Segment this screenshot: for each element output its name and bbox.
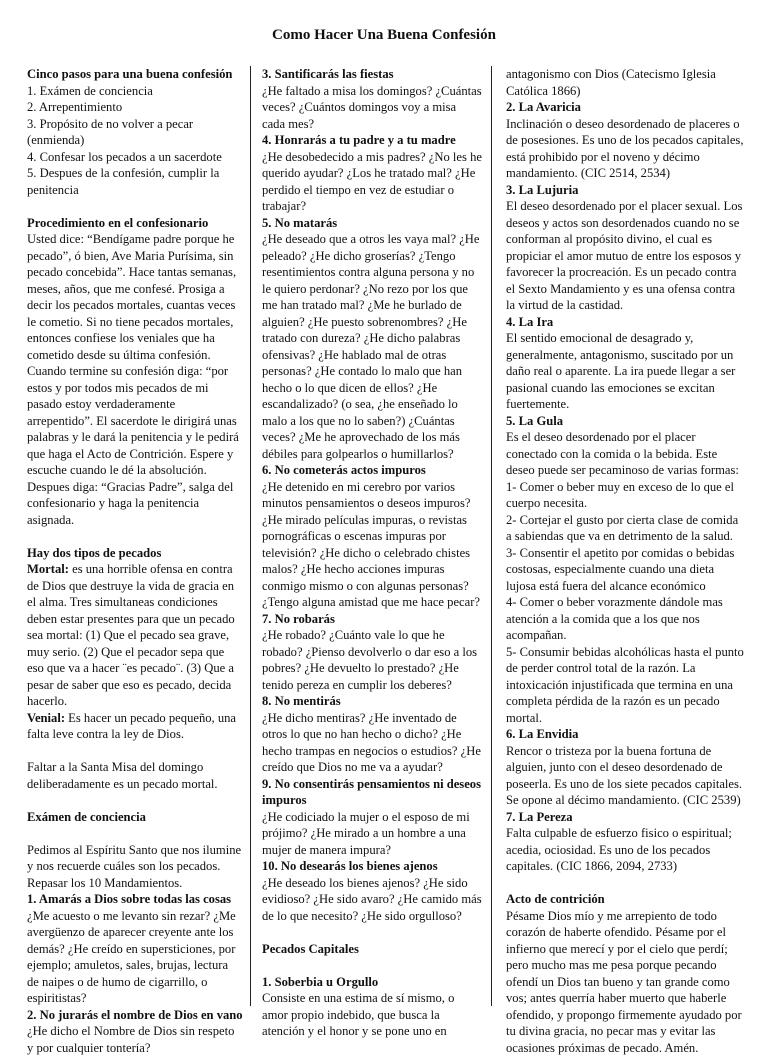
term-definition: Es hacer un pecado pequeño, una falta leve contra la ley de Dios. (27, 711, 236, 742)
section-heading: 5. La Gula (506, 413, 744, 430)
paragraph: Falta culpable de esfuerzo fisico o espiritual; acedia, ociosidad. Es uno de los pecados capitales. (CIC 1866, 2094, 2733) (506, 825, 744, 875)
term-label: Mortal: (27, 562, 69, 576)
paragraph: ¿He robado? ¿Cuánto vale lo que he robado? ¿Pienso devolverlo o dar eso a los pobres? ¿He devuelto lo prestado? ¿He tenido pereza en cumplir los deberes? (262, 627, 482, 693)
term-label: Venial: (27, 711, 65, 725)
paragraph: 1- Comer o beber muy en exceso de lo que el cuerpo necesita. (506, 479, 744, 512)
section-heading: Acto de contrición (506, 891, 744, 908)
paragraph (27, 561, 243, 710)
paragraph: 5. Despues de la confesión, cumplir la penitencia (27, 165, 243, 198)
paragraph-gap (506, 875, 744, 892)
column-2 (262, 66, 482, 1040)
paragraph: 4. Confesar los pecados a un sacerdote (27, 149, 243, 166)
paragraph: ¿He faltado a misa los domingos? ¿Cuántas veces? ¿Cuántos domingos voy a misa cada mes? (262, 83, 482, 133)
section-heading: 10. No desearás los bienes ajenos (262, 858, 482, 875)
paragraph-gap (27, 198, 243, 215)
paragraph: 3. Propósito de no volver a pecar (enmienda) (27, 116, 243, 149)
paragraph: Inclinación o deseo desordenado de placeres o de posesiones. Es uno de los pecados capitales, está prohibido por el noveno y décimo mandamiento. (CIC 2514, 2534) (506, 116, 744, 182)
paragraph: ¿He deseado los bienes ajenos? ¿He sido evidioso? ¿He sido avaro? ¿He camido más de lo que necesito? ¿He sido orgulloso? (262, 875, 482, 925)
paragraph-gap (27, 792, 243, 809)
paragraph: ¿Me acuesto o me levanto sin rezar? ¿Me avergüenzo de aparecer creyente ante los demás? ¿He creído en supersticiones, por ejemplo; amuletos, sales, brujas, lectura de naipes o de humo de cigarrillo, o espiritistas? (27, 908, 243, 1007)
section-heading: 1. Soberbia u Orgullo (262, 974, 482, 991)
section-heading: Hay dos tipos de pecados (27, 545, 243, 562)
paragraph-gap (27, 528, 243, 545)
paragraph: ¿He deseado que a otros les vaya mal? ¿He peleado? ¿He dicho groserías? ¿Tengo resentimientos contra alguna persona y no le quiero perdonar? ¿No rezo por los que me han tratado mal? ¿Me he burlado de alguien? ¿He puesto sobrenombres? ¿He tratado con dureza? ¿He dicho palabras ofensivas? ¿He hablado mal de otras personas? ¿He contado lo malo que han hecho o lo que dicen de ellos? ¿He escandalizado? (o sea, ¿he enseñado lo malo a los que no lo saben?) ¿Cuántas veces? ¿Me he aprovechado de los más débiles para golpearlos o humillarlos? (262, 231, 482, 462)
paragraph-gap (262, 957, 482, 974)
section-heading: 4. Honrarás a tu padre y a tu madre (262, 132, 482, 149)
paragraph (27, 710, 243, 743)
section-heading: 5. No matarás (262, 215, 482, 232)
section-heading: 3. Santificarás las fiestas (262, 66, 482, 83)
section-heading: 7. No robarás (262, 611, 482, 628)
paragraph: El sentido emocional de desagrado y, generalmente, antagonismo, suscitado por un daño real o aparente. La ira puede llegar a ser pasional cuando las emociones se excitan fuertemente. (506, 330, 744, 413)
column-1 (27, 66, 243, 1056)
term-definition: es una horrible ofensa en contra de Dios que destruye la vida de gracia en el alma. Tres simultaneas condiciones deben estar presentes para que un pecado sea mortal: (1) Que el pecado sea grave, muy serio. (2) Que el pecador sepa que eso que va a hacer ¨es pecado¨. (3) Que a pesar de saber que eso es pecado, decida hacerlo. (27, 562, 235, 708)
section-heading: Pecados Capitales (262, 941, 482, 958)
paragraph: ¿He desobedecido a mis padres? ¿No les he querido ayudar? ¿Los he tratado mal? ¿He perdido el tiempo en vez de estudiar o trabajar? (262, 149, 482, 215)
paragraph: Usted dice: “Bendígame padre porque he pecado”, ó bien, Ave Maria Purísima, sin pecado concebida”. Hace tantas semanas, meses, años, que me confesé. Prosiga a decir los pecados mortales, cuantas veces le cometio. Si no tiene pecados mortales, entonces confiese los veniales que ha cometido desde su última confesión. Cuando termine su confesión diga: “por estos y por todos mis pecados de mi pasado estoy verdaderamente arrepentido”. El sacerdote le dirigirá unas palabras y le dará la penitencia y le pedirá que haga el Acto de Contrición. Espere y escuche cuando le dé la absolución. Despues diga: “Gracias Padre”, salga del confesionario y haga la penitencia asignada. (27, 231, 243, 528)
paragraph: Pedimos al Espíritu Santo que nos ilumine y nos recuerde cuáles son los pecados. Repasar los 10 Mandamientos. (27, 842, 243, 892)
section-heading: 9. No consentirás pensamientos ni deseos impuros (262, 776, 482, 809)
paragraph-gap (262, 924, 482, 941)
paragraph: 4- Comer o beber vorazmente dándole mas atención a la comida que a los que nos acompañan. (506, 594, 744, 644)
section-heading: Exámen de conciencia (27, 809, 243, 826)
paragraph: Faltar a la Santa Misa del domingo deliberadamente es un pecado mortal. (27, 759, 243, 792)
column-3 (506, 66, 744, 1056)
paragraph-gap (27, 743, 243, 760)
section-heading: 2. No jurarás el nombre de Dios en vano (27, 1007, 243, 1024)
paragraph: 3- Consentir el apetito por comidas o bebidas costosas, especialmente cuando una dieta lujosa está fuera del alcance económico (506, 545, 744, 595)
paragraph: ¿He codiciado la mujer o el esposo de mi prójimo? ¿He mirado a un hombre a una mujer de manera impura? (262, 809, 482, 859)
section-heading: Procedimiento en el confesionario (27, 215, 243, 232)
column-divider (491, 66, 492, 1006)
paragraph-gap (27, 825, 243, 842)
section-heading: 8. No mentirás (262, 693, 482, 710)
paragraph: antagonismo con Dios (Catecismo Iglesia Católica 1866) (506, 66, 744, 99)
paragraph: Consiste en una estima de sí mismo, o amor propio indebido, que busca la atención y el honor y se pone uno en (262, 990, 482, 1040)
paragraph: 2. Arrepentimiento (27, 99, 243, 116)
column-divider (250, 66, 251, 1006)
section-heading: 6. La Envidia (506, 726, 744, 743)
paragraph: ¿He detenido en mi cerebro por varios minutos pensamientos o deseos impuros? ¿He mirado películas impuras, o revistas pornográficas o escenas impuras por televisión? ¿He dicho o celebrado chistes malos? ¿He hecho acciones impuras conmigo mismo o con algunas personas? ¿Tengo alguna amistad que me hace pecar? (262, 479, 482, 611)
section-heading: 6. No cometerás actos impuros (262, 462, 482, 479)
paragraph: 5- Consumir bebidas alcohólicas hasta el punto de perder control total de la razón. La intoxicación injustificada que termina en una completa pérdida de la razón es un pecado mortal. (506, 644, 744, 727)
section-heading: Cinco pasos para una buena confesión (27, 66, 243, 83)
paragraph: 1. Exámen de conciencia (27, 83, 243, 100)
paragraph: ¿He dicho el Nombre de Dios sin respeto y por cualquier tontería? (27, 1023, 243, 1056)
page-title: Como Hacer Una Buena Confesión (0, 27, 768, 44)
paragraph: ¿He dicho mentiras? ¿He inventado de otros lo que no han hecho o dicho? ¿He hecho trampas en negocios o estudios? ¿He creído que Dios no me va a ayudar? (262, 710, 482, 776)
section-heading: 1. Amarás a Dios sobre todas las cosas (27, 891, 243, 908)
section-heading: 3. La Lujuria (506, 182, 744, 199)
section-heading: 7. La Pereza (506, 809, 744, 826)
section-heading: 4. La Ira (506, 314, 744, 331)
paragraph: 2- Cortejar el gusto por cierta clase de comida a sabiendas que va en detrimento de la salud. (506, 512, 744, 545)
paragraph: Rencor o tristeza por la buena fortuna de alguien, junto con el deseo desordenado de poseerla. Es uno de los siete pecados capitales. Se opone al décimo mandamiento. (CIC 2539) (506, 743, 744, 809)
paragraph: Pésame Dios mío y me arrepiento de todo corazón de haberte ofendido. Pésame por el infierno que merecí y por el cielo que perdí; pero mucho mas me pesa porque pecando ofendí un Dios tan bueno y tan grande como vos; antes querría haber muerto que haberle ofendido, y propongo firmemente ayudado por tu divina gracia, no pecar mas y evitar las ocasiones próximas de pecado. Amén. (506, 908, 744, 1056)
section-heading: 2. La Avaricia (506, 99, 744, 116)
paragraph: El deseo desordenado por el placer sexual. Los deseos y actos son desordenados cuando no se conforman al propósito divino, el cual es propiciar el amor mutuo de entre los esposos y favorecer la procreación. Es un pecado contra el Sexto Mandamiento y es una ofensa contra la virtud de la castidad. (506, 198, 744, 314)
paragraph: Es el deseo desordenado por el placer conectado con la comida o la bebida. Este deseo puede ser pecaminoso de varias formas: (506, 429, 744, 479)
